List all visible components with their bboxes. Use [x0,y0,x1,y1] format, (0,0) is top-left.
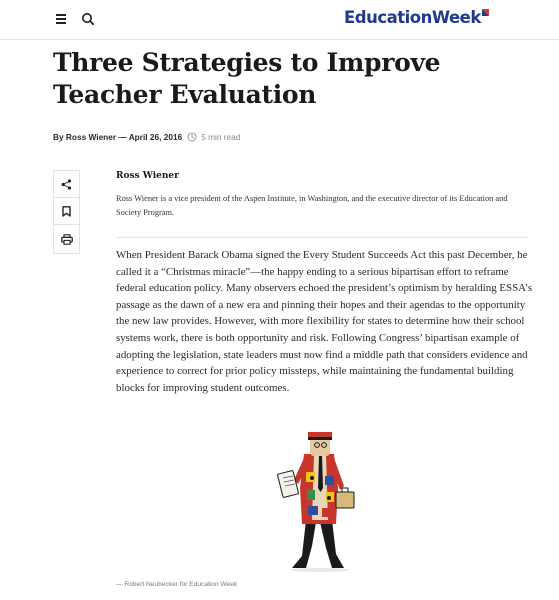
menu-line [56,14,66,16]
byline-author-date: By Ross Wiener — April 26, 2016 [53,132,183,142]
search-icon[interactable] [80,11,96,27]
menu-line [56,22,66,24]
logo-mark-icon [482,9,489,16]
divider [116,237,528,238]
bookmark-icon[interactable] [54,198,79,225]
byline [53,130,240,144]
clock-icon [187,132,197,142]
article-title: Three Strategies to Improve Teacher Evaluation [53,48,441,109]
image-credit: — Robert Neubecker for Education Week [116,581,238,588]
author-bio: Ross Wiener is a vice president of the Aspen Institute, in Washington, and the executive director of its Education and Society Program. [116,194,508,217]
read-time: 5 min read [201,132,241,142]
author-name: Ross Wiener [116,171,179,181]
brand-name: EducationWeek [344,8,481,27]
share-toolbar [53,170,80,254]
site-header [0,0,559,40]
article-body: When President Barack Obama signed the Every Student Succeeds Act this past December, he called it a “Christmas miracle”—the happy ending to a serious bipartisan effort to reframe federal education policy. Many observers echoed the president’s optimism by heralding ESSA’s passage as the dawn of a new era and pinning their hopes and their agendas to the opportunity the new law provides. However, with more flexibility for states to determine how their school systems work, there is both opportunity and risk. Following Congress’ bipartisan example of adopting the legislation, state leaders must now find a middle path that considers evidence and experience to correct for prior policy missteps, while maintaining the fundamental building blocks for improving student outcomes. [116,249,533,394]
site-logo[interactable] [344,8,489,30]
hamburger-menu-icon[interactable] [54,12,70,26]
share-icon[interactable] [54,171,79,198]
print-icon[interactable] [54,226,79,253]
article-illustration [262,428,378,576]
menu-line [56,18,66,20]
